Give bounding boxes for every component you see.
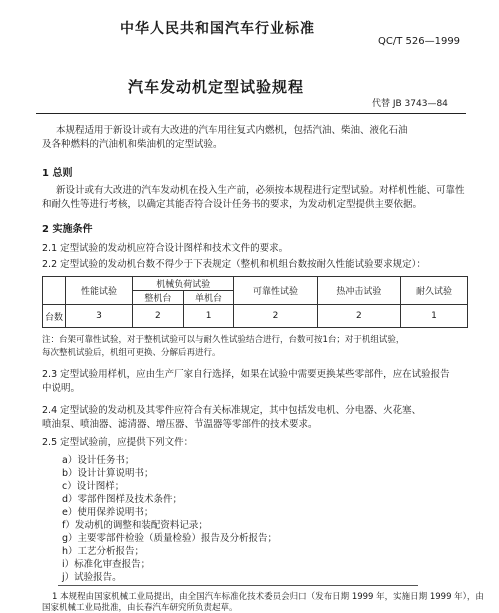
standard-number: QC/T 526—1999 bbox=[378, 36, 461, 47]
table-cell: 1 bbox=[400, 305, 467, 328]
note-line-2: 每次整机试验后，机组可更换、分解后再进行。 bbox=[42, 348, 221, 358]
doc-list-item: h）工艺分析报告； bbox=[62, 546, 145, 557]
table-cell: 2 bbox=[234, 305, 317, 328]
scope-line-1: 本规程适用于新设计或有大改进的汽车用往复式内燃机，包括汽油、柴油、液化石油 bbox=[56, 125, 408, 136]
table-header-performance: 性能试验 bbox=[66, 277, 133, 305]
table-corner bbox=[43, 277, 66, 305]
standard-name: 中华人民共和国汽车行业标准 bbox=[120, 21, 315, 37]
table-row-label: 台数 bbox=[43, 305, 66, 328]
section-1-line-1: 新设计或有大改进的汽车发动机在投入生产前，必须按本规程进行定型试验。对样机性能、可靠性 bbox=[56, 185, 465, 196]
item-2-4-line-1: 2.4 定型试验的发动机及其零件应符合有关标准规定，其中包括发电机、分电器、火花塞、 bbox=[42, 405, 422, 416]
item-2-2: 2.2 定型试验的发动机台数不得少于下表规定（整机和机组台数按耐久性能试验要求规定）： bbox=[42, 259, 426, 270]
table-cell: 3 bbox=[66, 305, 133, 328]
header-rule bbox=[36, 113, 466, 114]
footnote-line-1: 1 本规程由国家机械工业局提出，由全国汽车标准化技术委员会归口（发布日期 1999 年，实施日期 1999 年），由 bbox=[52, 592, 484, 602]
item-2-3-line-1: 2.3 定型试验用样机，应由生产厂家自行选择，如果在试验中需要更换某些零部件，应在试验报告 bbox=[42, 369, 450, 380]
table-header-endurance: 耐久试验 bbox=[400, 277, 467, 305]
doc-list-item: a）设计任务书； bbox=[62, 455, 135, 466]
note-line-1: 注：台架可靠性试验，对于整机试验可以与耐久性试验结合进行，台数可按1台；对于机组试验， bbox=[42, 335, 405, 345]
document-title: 汽车发动机定型试验规程 bbox=[128, 78, 305, 96]
footnote-line-2: 国家机械工业局批准，由长春汽车研究所负责起草。 bbox=[42, 603, 238, 613]
table-cell: 2 bbox=[133, 305, 184, 328]
section-1-line-2: 和耐久性等进行考核，以确定其能否符合设计任务书的要求，为发动机定型提供主要依据。 bbox=[42, 199, 423, 210]
table-subheader-full: 整机台 bbox=[133, 291, 184, 305]
doc-list-item: d）零部件图样及技术条件； bbox=[62, 494, 183, 505]
section-2-heading: 2 实施条件 bbox=[42, 224, 93, 235]
scope-line-2: 及各种燃料的汽油机和柴油机的定型试验。 bbox=[42, 139, 223, 150]
doc-list-item: b）设计计算说明书； bbox=[62, 468, 154, 479]
section-1-heading: 1 总则 bbox=[42, 168, 73, 179]
table-header-mechanical: 机械负荷试验 bbox=[133, 277, 234, 291]
doc-list-item: e）使用保养说明书； bbox=[62, 507, 154, 518]
item-2-5: 2.5 定型试验前，应提供下列文件： bbox=[42, 437, 194, 448]
item-2-1: 2.1 定型试验的发动机应符合设计图样和技术文件的要求。 bbox=[42, 243, 289, 254]
table-subheader-part: 单机台 bbox=[183, 291, 234, 305]
table-cell: 2 bbox=[317, 305, 400, 328]
footnote-separator bbox=[58, 585, 418, 586]
table-cell: 1 bbox=[183, 305, 234, 328]
item-2-4-line-2: 喷油泵、喷油器、滤清器、增压器、节温器等零部件的技术要求。 bbox=[42, 419, 318, 430]
doc-list-item: i）标准化审查报告； bbox=[62, 559, 151, 570]
doc-list-item: g）主要零部件检验（质量检验）报告及分析报告； bbox=[62, 533, 278, 544]
replaces-note: 代替 JB 3743—84 bbox=[372, 99, 448, 109]
doc-list-item: c）设计图样； bbox=[62, 481, 125, 492]
item-2-3-line-2: 中说明。 bbox=[42, 383, 81, 394]
engine-count-table bbox=[42, 276, 468, 328]
doc-list-item: f）发动机的调整和装配资料记录； bbox=[62, 520, 208, 531]
table-header-thermal: 热冲击试验 bbox=[317, 277, 400, 305]
table-header-reliability: 可靠性试验 bbox=[234, 277, 317, 305]
doc-list-item: j）试验报告。 bbox=[62, 572, 122, 583]
